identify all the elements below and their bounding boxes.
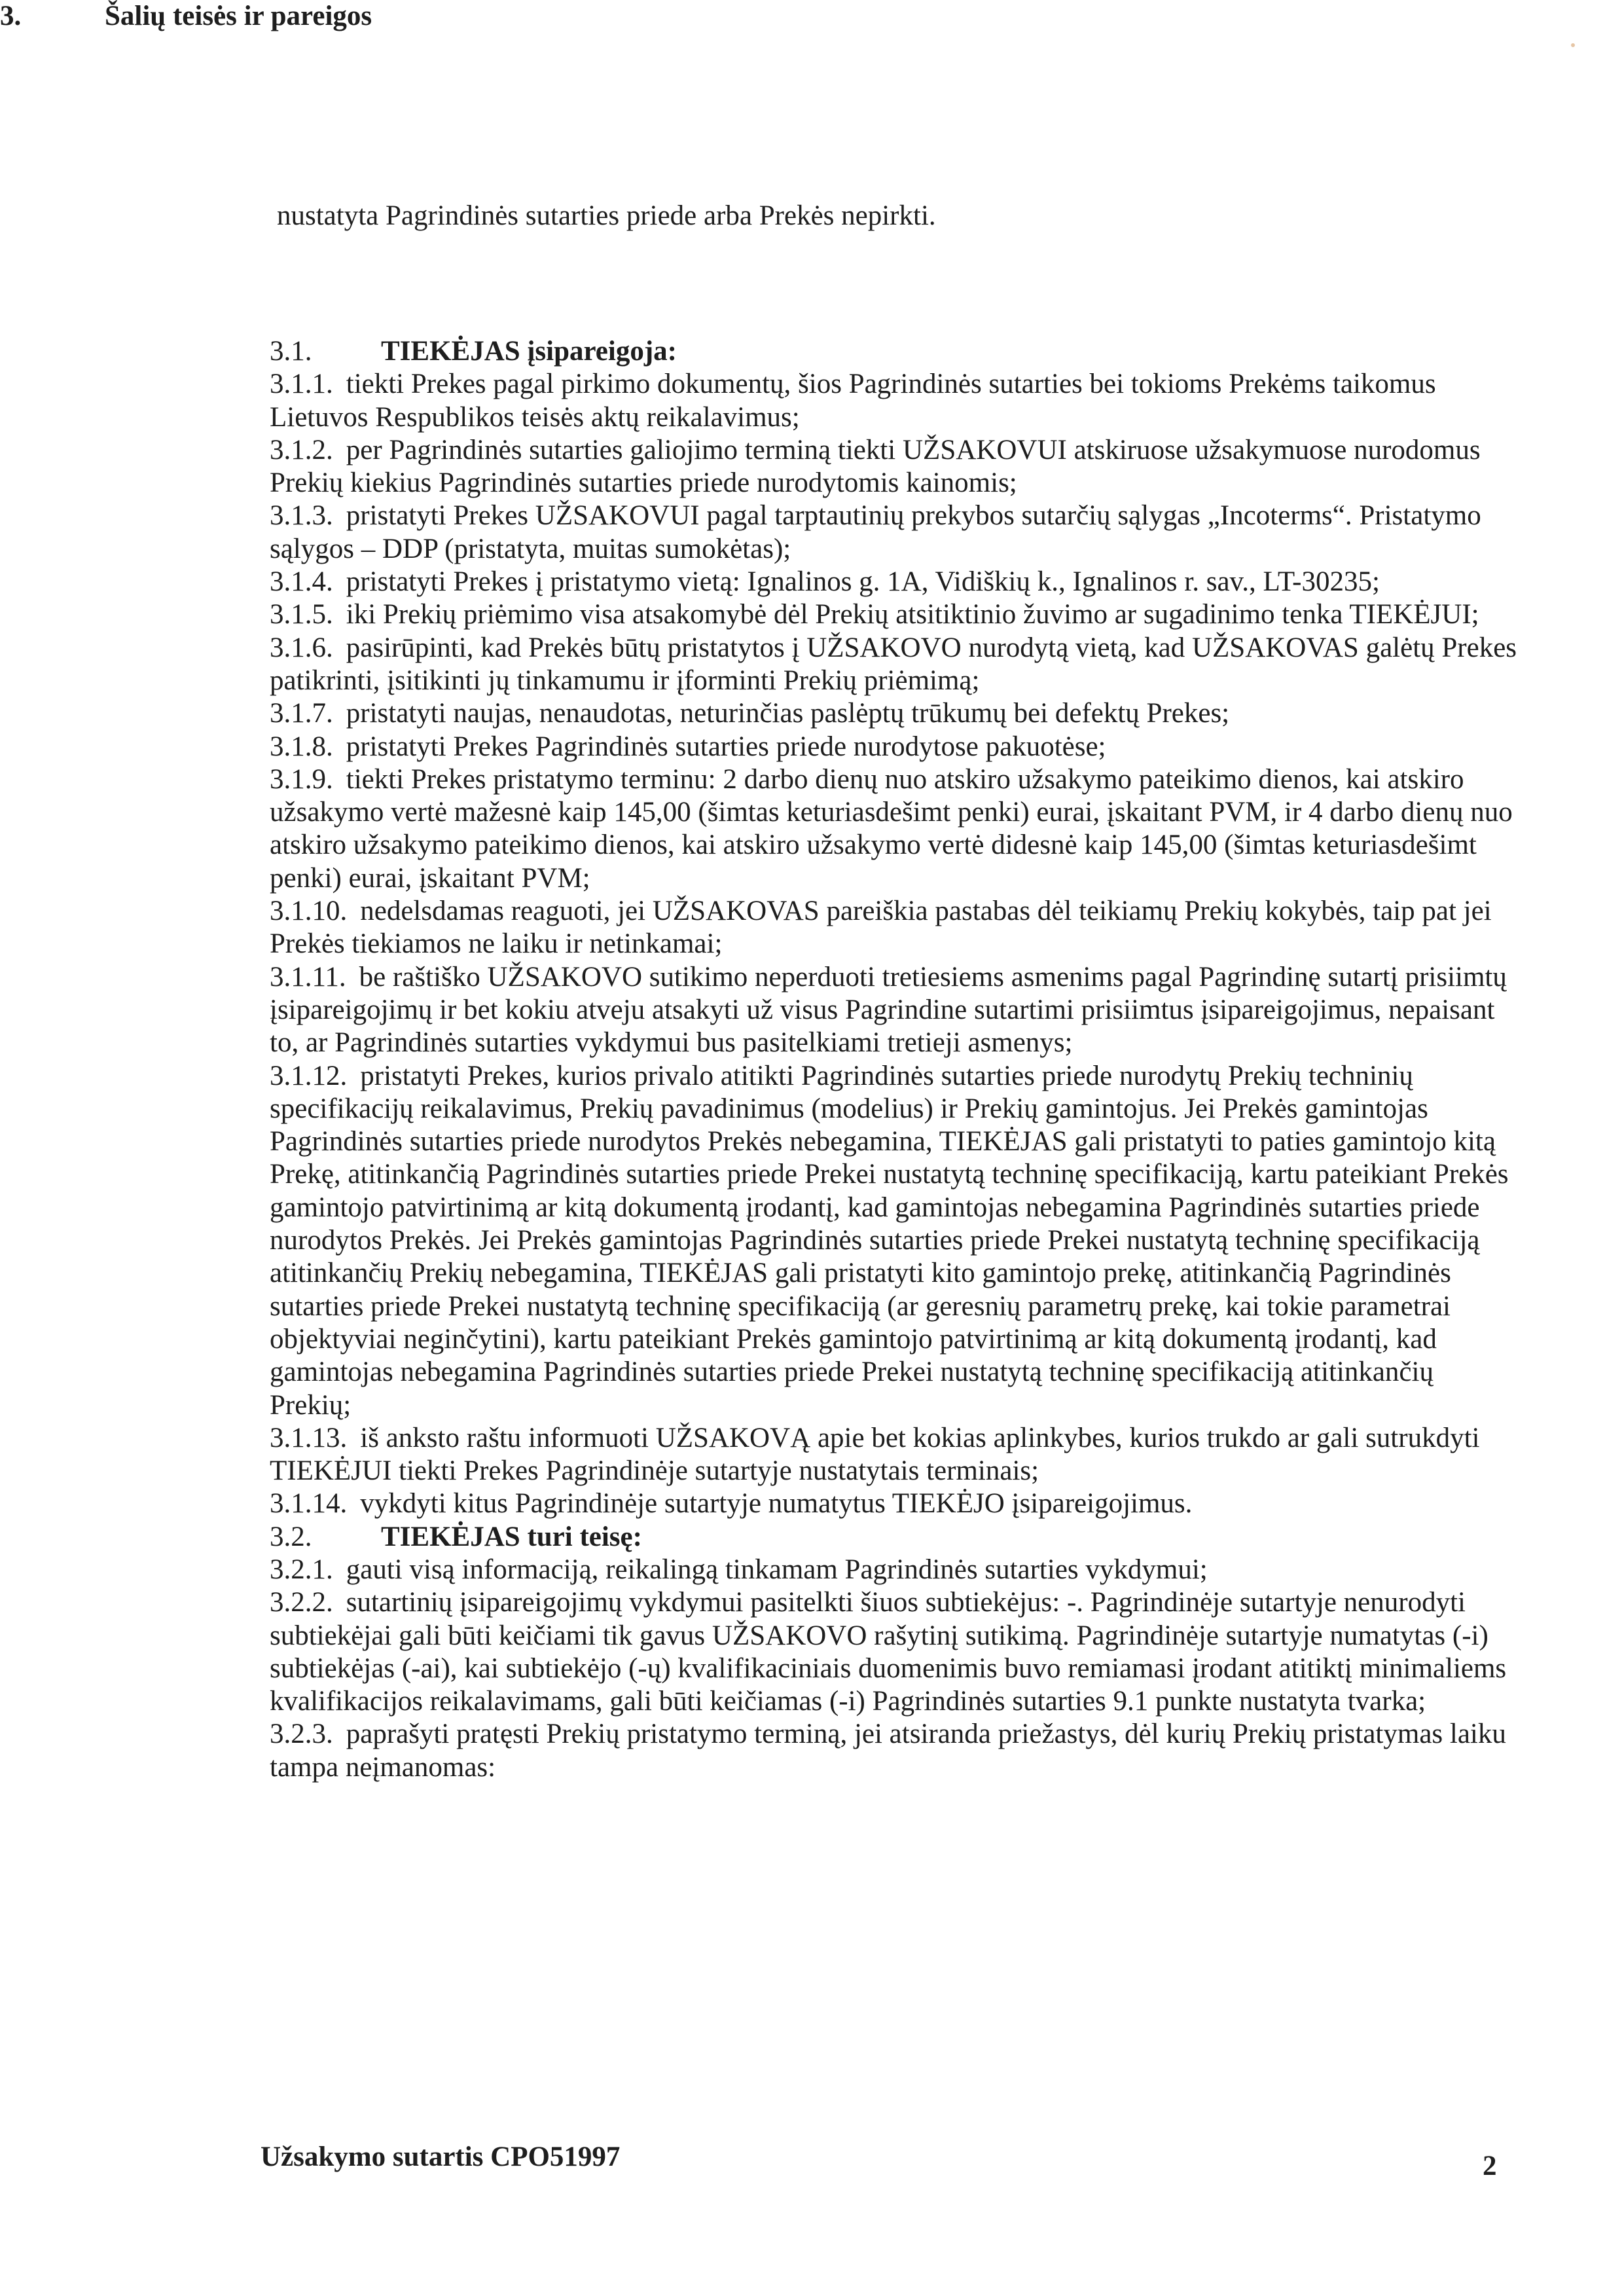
page-number: 2 xyxy=(1483,2151,1497,2181)
clause-number: 3.1.11. xyxy=(270,961,346,993)
clause-item xyxy=(270,697,1520,730)
scan-speck xyxy=(1571,43,1575,47)
clause-text: TIEKĖJAS turi teisę: xyxy=(381,1521,642,1552)
clause-number: 3.2.2. xyxy=(270,1587,333,1618)
clause-item xyxy=(270,961,1520,1060)
clause-item xyxy=(270,368,1520,434)
clause-item xyxy=(270,434,1520,500)
clause-text: pristatyti Prekes Pagrindinės sutarties priede nurodytose pakuotėse; xyxy=(346,731,1106,762)
clause-text: vykdyti kitus Pagrindinėje sutartyje numatytus TIEKĖJO įsipareigojimus. xyxy=(360,1488,1193,1520)
clause-item xyxy=(270,731,1520,763)
clause-item xyxy=(270,1060,1520,1422)
clause-text: gauti visą informaciją, reikalingą tinkamam Pagrindinės sutarties vykdymui; xyxy=(346,1554,1208,1585)
clause-number: 3.1.13. xyxy=(270,1422,348,1453)
clause-heading xyxy=(270,335,1520,368)
section-title: Šalių teisės ir pareigos xyxy=(105,1,372,31)
clause-text: tiekti Prekes pristatymo terminu: 2 darbo dienų nuo atskiro užsakymo pateikimo dienos, kai atskiro užsakymo vertė mažesnė kaip 145,00 (šimtas keturiasdešimt penki) eurai, įskaitant PVM, ir 4 darbo dienų nuo atskiro užsakymo pateikimo dienos, kai atskiro užsakymo vertė didesnė kaip 145,00 (šimtas keturiasdešimt penki) eurai, įskaitant PVM; xyxy=(270,763,1513,894)
clause-number: 3.1.9. xyxy=(270,763,333,795)
clause-number: 3.1.4. xyxy=(270,566,333,598)
clause-text: nedelsdamas reaguoti, jei UŽSAKOVAS pareiškia pastabas dėl teikiamų Prekių kokybės, taip pat jei Prekės tiekiamos ne laiku ir netinkamai; xyxy=(270,896,1492,960)
clause-text: TIEKĖJAS įsipareigoja: xyxy=(381,336,677,367)
clause-item xyxy=(270,1422,1520,1488)
clause-number: 3.1.14. xyxy=(270,1488,348,1520)
clause-number: 3.1.7. xyxy=(270,698,333,729)
clause-number: 3.1.12. xyxy=(270,1060,348,1091)
clause-item xyxy=(270,1718,1520,1784)
clause-number: 3.1.1. xyxy=(270,369,333,400)
clause-text: be raštiško UŽSAKOVO sutikimo neperduoti tretiesiems asmenims pagal Pagrindinę sutartį prisiimtų įsipareigojimų ir bet kokiu atveju atsakyti už visus Pagrindine sutartimi prisiimtus įsipareigojimus, nepaisant to, ar Pagrindinės sutarties vykdymui bus pasitelkiami tretieji asmenys; xyxy=(270,961,1507,1059)
clause-number: 3.2.1. xyxy=(270,1554,333,1585)
clause-number: 3.1.5. xyxy=(270,599,333,630)
clause-number: 3.1.6. xyxy=(270,632,333,663)
clause-text: iki Prekių priėmimo visa atsakomybė dėl Prekių atsitiktinio žuvimo ar sugadinimo tenka TIEKĖJUI; xyxy=(346,599,1479,630)
clause-heading xyxy=(270,1521,1520,1554)
clause-text: iš anksto raštu informuoti UŽSAKOVĄ apie bet kokias aplinkybes, kurios trukdo ar gali sutrukdyti TIEKĖJUI tiekti Prekes Pagrindinėje sutartyje nustatytais terminais; xyxy=(270,1422,1480,1487)
clause-text: sutartinių įsipareigojimų vykdymui pasitelkti šiuos subtiekėjus: -. Pagrindinėje sutartyje nenurodyti subtiekėjai gali būti keičiami tik gavus UŽSAKOVO rašytinį sutikimą. Pagrindinėje sutartyje numatytas (-i) subtiekėjas (-ai), kai subtiekėjo (-ų) kvalifikaciniais duomenimis buvo remiamasi įrodant atitiktį minimaliems kvalifikacijos reikalavimams, gali būti keičiamas (-i) Pagrindinės sutarties 9.1 punkte nustatyta tvarka; xyxy=(270,1587,1507,1717)
clause-item xyxy=(270,1586,1520,1718)
clause-text: paprašyti pratęsti Prekių pristatymo terminą, jei atsiranda priežastys, dėl kurių Prekių pristatymas laiku tampa neįmanomas: xyxy=(270,1719,1506,1783)
clause-text: pristatyti Prekes, kurios privalo atitikti Pagrindinės sutarties priede nurodytų Prekių techninių specifikacijų reikalavimus, Prekių pavadinimus (modelius) ir Prekių gamintojus. Jei Prekės gamintojas Pagrindinės sutarties priede nurodytos Prekės nebegamina, TIEKĖJAS gali pristatyti to paties gamintojo kitą Prekę, atitinkančią Pagrindinės sutarties priede Prekei nustatytą techninę specifikaciją, kartu pateikiant Prekės gamintojo patvirtinimą ar kitą dokumentą įrodantį, kad gamintojas nebegamina Pagrindinės sutarties priede nurodytos Prekės. Jei Prekės gamintojas Pagrindinės sutarties priede Prekei nustatytą techninę specifikaciją atitinkančių Prekių nebegamina, TIEKĖJAS gali pristatyti kito gamintojo prekę, atitinkančią Pagrindinės sutarties priede Prekei nustatytą techninę specifikaciją (ar geresnių parametrų prekę, kai tokie parametrai objektyviai neginčytini), kartu pateikiant Prekės gamintojo patvirtinimą ar kitą dokumentą įrodantį, kad gamintojas nebegamina Pagrindinės sutarties priede Prekei nustatytą techninę specifikaciją atitinkančių Prekių; xyxy=(270,1060,1509,1421)
clause-number: 3.1.10. xyxy=(270,896,348,927)
clause-number: 3.1.3. xyxy=(270,500,333,532)
clause-item xyxy=(270,763,1520,895)
clause-number: 3.1. xyxy=(270,336,312,367)
clause-text: pristatyti Prekes į pristatymo vietą: Ignalinos g. 1A, Vidiškių k., Ignalinos r. sav., LT-30235; xyxy=(346,566,1380,598)
section-number: 3. xyxy=(0,1,22,31)
clause-text: pasirūpinti, kad Prekės būtų pristatytos į UŽSAKOVO nurodytą vietą, kad UŽSAKOVAS galėtų Prekes patikrinti, įsitikinti jų tinkamumu ir įforminti Prekių priėmimą; xyxy=(270,632,1517,696)
clause-item xyxy=(270,598,1520,631)
footer-title: Užsakymo sutartis CPO51997 xyxy=(261,2141,621,2172)
clause-number: 3.2. xyxy=(270,1521,312,1552)
clause-number: 3.1.2. xyxy=(270,434,333,465)
clause-item xyxy=(270,1487,1520,1520)
clause-item xyxy=(270,632,1520,698)
clause-item xyxy=(270,500,1520,566)
section-heading xyxy=(0,0,1624,32)
intro-line: nustatyta Pagrindinės sutarties priede arba Prekės nepirkti. xyxy=(277,200,936,231)
clause-text: tiekti Prekes pagal pirkimo dokumentų, šios Pagrindinės sutarties bei tokioms Prekėms taikomus Lietuvos Respublikos teisės aktų reikalavimus; xyxy=(270,369,1436,433)
clause-item xyxy=(270,1554,1520,1586)
clause-item xyxy=(270,895,1520,961)
clause-text: pristatyti Prekes UŽSAKOVUI pagal tarptautinių prekybos sutarčių sąlygas „Incoterms“. Pristatymo sąlygos – DDP (pristatyta, muitas sumokėtas); xyxy=(270,500,1481,564)
clause-item xyxy=(270,566,1520,598)
clause-list xyxy=(270,335,1520,1784)
clause-text: pristatyti naujas, nenaudotas, neturinčias paslėptų trūkumų bei defektų Prekes; xyxy=(346,698,1230,729)
clause-number: 3.2.3. xyxy=(270,1719,333,1750)
clause-text: per Pagrindinės sutarties galiojimo terminą tiekti UŽSAKOVUI atskiruose užsakymuose nurodomus Prekių kiekius Pagrindinės sutarties priede nurodytomis kainomis; xyxy=(270,434,1481,499)
clause-number: 3.1.8. xyxy=(270,731,333,762)
